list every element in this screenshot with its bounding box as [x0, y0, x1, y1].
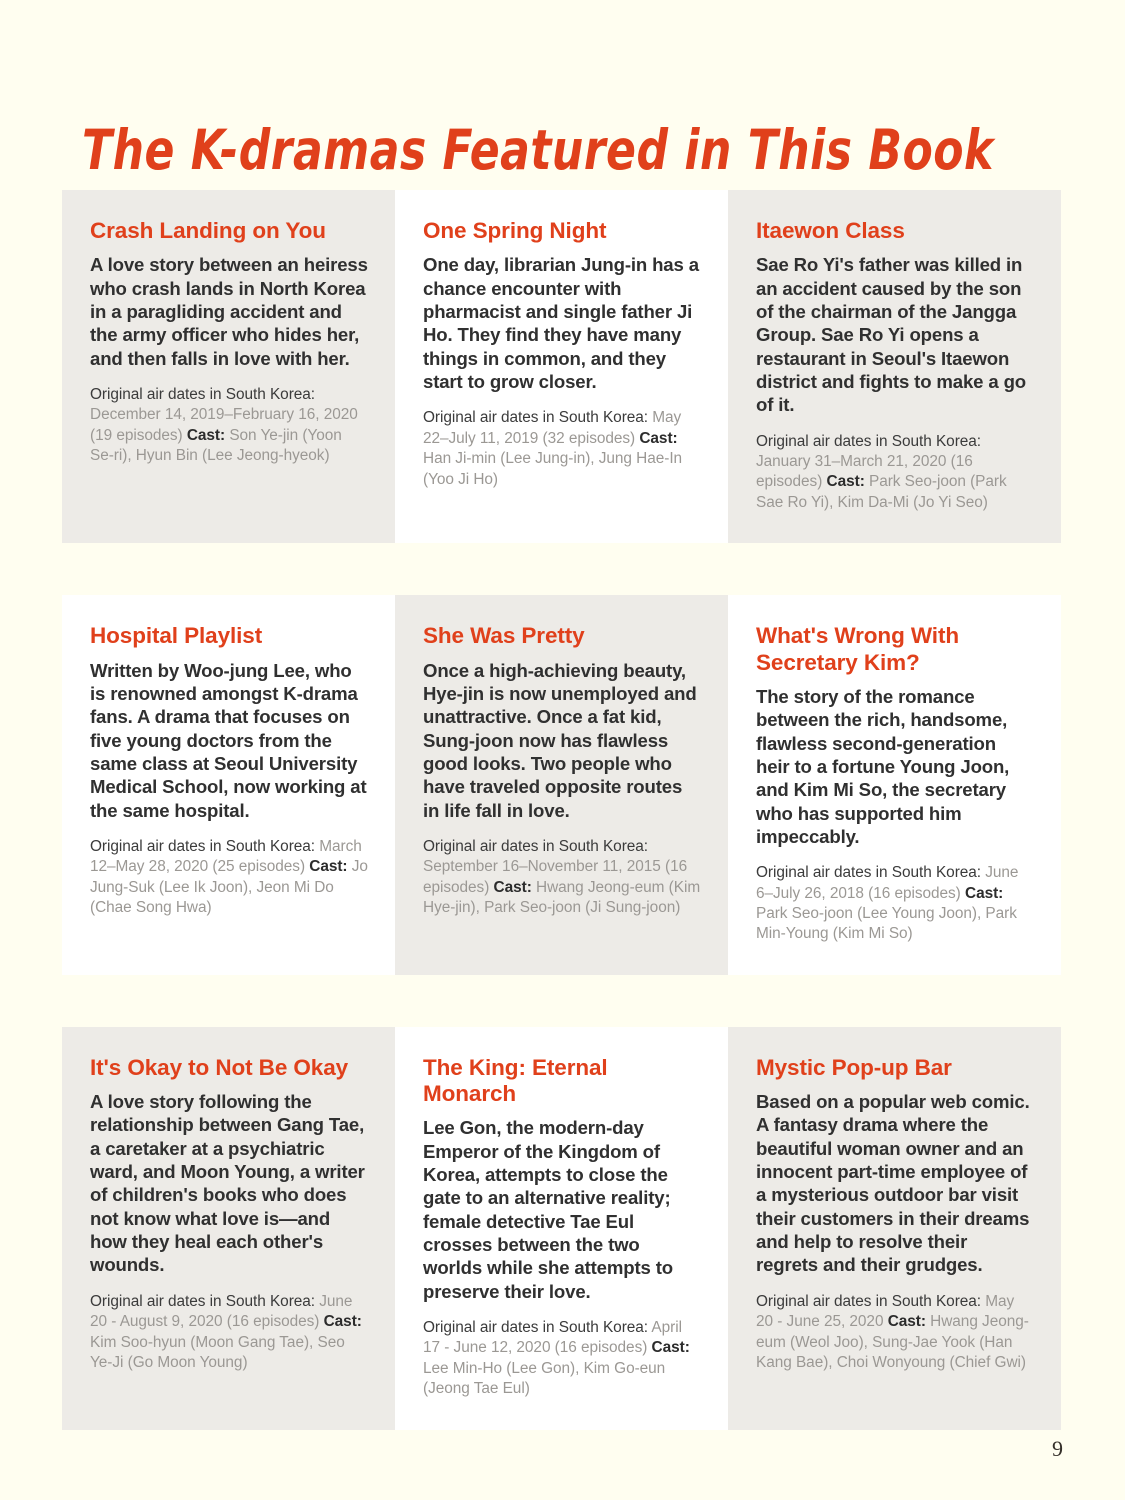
cast-value: Park Seo-joon (Park Sae Ro Yi), Kim Da-Mi (Jo Yi Seo) [756, 473, 1007, 511]
air-dates-label: Original air dates in South Korea: [756, 864, 982, 882]
cast-value: Han Ji-min (Lee Jung-in), Jung Hae-In (Yoo Ji Ho) [423, 450, 683, 488]
drama-card-row [62, 595, 1062, 975]
drama-card [728, 595, 1061, 975]
air-dates-value: May 22–July 11, 2019 (32 episodes) [423, 409, 682, 447]
drama-description: Once a high-achieving beauty, Hye-jin is now unemployed and unattractive. Once a fat kid, Sung-joon now has flawless good looks. Two people who have traveled opposite routes in life fall in love. [423, 659, 697, 821]
air-dates-label: Original air dates in South Korea: [756, 1292, 982, 1310]
drama-description: Based on a popular web comic. A fantasy drama where the beautiful woman owner and an innocent part-time employee of a mysterious outdoor bar visit their customers in their dreams and help to resolve their regrets and their grudges. [756, 1091, 1030, 1276]
drama-metadata [90, 1292, 368, 1374]
cast-label: Cast: [826, 473, 865, 491]
cast-value: Jo Jung-Suk (Lee Ik Joon), Jeon Mi Do (Chae Song Hwa) [90, 858, 368, 917]
cast-label: Cast: [639, 429, 678, 447]
drama-metadata [756, 432, 1034, 514]
drama-card [62, 1027, 395, 1430]
drama-metadata [756, 1292, 1034, 1374]
air-dates-label: Original air dates in South Korea: [90, 1292, 316, 1310]
drama-description: A love story following the relationship between Gang Tae, a caretaker at a psychiatric ward, and Moon Young, a writer of children's books who does not know what love is—and how they heal each other's wounds. [90, 1091, 365, 1276]
air-dates-label: Original air dates in South Korea: [90, 385, 316, 403]
drama-metadata [423, 408, 701, 490]
air-dates-value: January 31–March 21, 2020 (16 episodes) [756, 453, 973, 491]
drama-card [395, 190, 728, 543]
cast-value: Lee Min-Ho (Lee Gon), Kim Go-eun (Jeong Tae Eul) [423, 1359, 666, 1398]
cast-label: Cast: [887, 1313, 926, 1331]
cast-label: Cast: [651, 1339, 690, 1357]
drama-card [728, 1027, 1061, 1430]
drama-card [395, 595, 728, 975]
drama-title: She Was Pretty [423, 623, 585, 649]
drama-title: Mystic Pop-up Bar [756, 1054, 952, 1080]
air-dates-value: December 14, 2019–February 16, 2020 (19 episodes) [90, 406, 358, 444]
drama-description: The story of the romance between the rich, handsome, flawless second-generation heir to a fortune Young Joon, and Kim Mi So, the secretary who has supported him impeccably. [756, 685, 1010, 847]
air-dates-value: May 20 - June 25, 2020 [756, 1292, 1015, 1331]
air-dates-value: June 20 - August 9, 2020 (16 episodes) [90, 1292, 353, 1331]
air-dates-label: Original air dates in South Korea: [90, 837, 316, 855]
drama-card-row [62, 1027, 1062, 1430]
drama-card [62, 595, 395, 975]
air-dates-label: Original air dates in South Korea: [423, 837, 649, 855]
cast-label: Cast: [493, 878, 532, 896]
drama-title: Hospital Playlist [90, 623, 263, 649]
drama-description: Sae Ro Yi's father was killed in an accident caused by the son of the chairman of the Jangga Group. Sae Ro Yi opens a restaurant in Seoul's Itaewon district and fights to make a go of it. [756, 254, 1027, 416]
cast-label: Cast: [965, 884, 1004, 902]
air-dates-value: September 16–November 11, 2015 (16 episodes) [423, 858, 688, 896]
drama-card [62, 190, 395, 543]
air-dates-label: Original air dates in South Korea: [756, 432, 982, 450]
drama-description: Written by Woo-jung Lee, who is renowned amongst K-drama fans. A drama that focuses on five young doctors from the same class at Seoul University Medical School, now working at the same hospital. [90, 659, 367, 821]
drama-metadata [423, 1318, 701, 1400]
drama-description: Lee Gon, the modern-day Emperor of the Kingdom of Korea, attempts to close the gate to an alternative reality; female detective Tae Eul crosses between the two worlds while she attempts to preserve their love. [423, 1117, 673, 1302]
cast-value: Son Ye-jin (Yoon Se-ri), Hyun Bin (Lee Jeong-hyeok) [90, 426, 342, 465]
drama-description: One day, librarian Jung-in has a chance encounter with pharmacist and single father Ji Ho. They find they have many things in common, and they start to grow closer. [423, 254, 699, 392]
air-dates-value: June 6–July 26, 2018 (16 episodes) [756, 864, 1019, 902]
cast-label: Cast: [186, 426, 226, 444]
air-dates-label: Original air dates in South Korea: [423, 1319, 649, 1337]
cast-value: Hwang Jeong-eum (Weol Joo), Sung-Jae Yook (Han Kang Bae), Choi Wonyoung (Chief Gwi) [756, 1313, 1029, 1371]
drama-metadata [756, 863, 1034, 945]
page-number: 9 [1052, 1436, 1063, 1461]
drama-title: It's Okay to Not Be Okay [90, 1054, 349, 1080]
drama-title: What's Wrong With Secretary Kim? [756, 623, 959, 675]
drama-card-row [62, 190, 1062, 543]
drama-title: Itaewon Class [756, 218, 905, 243]
cast-value: Park Seo-joon (Lee Young Joon), Park Min-Young (Kim Mi So) [756, 904, 1017, 943]
drama-title: The King: Eternal Monarch [423, 1054, 608, 1107]
drama-description: A love story between an heiress who crash lands in North Korea in a paragliding accident and the army officer who hides her, and then falls in love with her. [90, 254, 368, 369]
drama-card [395, 1027, 728, 1430]
drama-title: One Spring Night [423, 218, 607, 243]
cast-label: Cast: [323, 1313, 362, 1331]
cast-label: Cast: [309, 858, 348, 876]
air-dates-value: March 12–May 28, 2020 (25 episodes) [90, 837, 362, 876]
page-title: The K-dramas Featured in This Book [82, 118, 994, 183]
air-dates-label: Original air dates in South Korea: [423, 409, 649, 427]
drama-card-grid [62, 190, 1062, 1430]
drama-metadata [423, 837, 701, 919]
cast-value: Kim Soo-hyun (Moon Gang Tae), Seo Ye-Ji (Go Moon Young) [90, 1333, 345, 1371]
drama-card [728, 190, 1061, 543]
cast-value: Hwang Jeong-eum (Kim Hye-jin), Park Seo-joon (Ji Sung-joon) [423, 878, 701, 917]
drama-metadata [90, 385, 368, 467]
drama-title: Crash Landing on You [90, 218, 326, 243]
air-dates-value: April 17 - June 12, 2020 (16 episodes) [423, 1319, 682, 1357]
drama-metadata [90, 837, 368, 919]
